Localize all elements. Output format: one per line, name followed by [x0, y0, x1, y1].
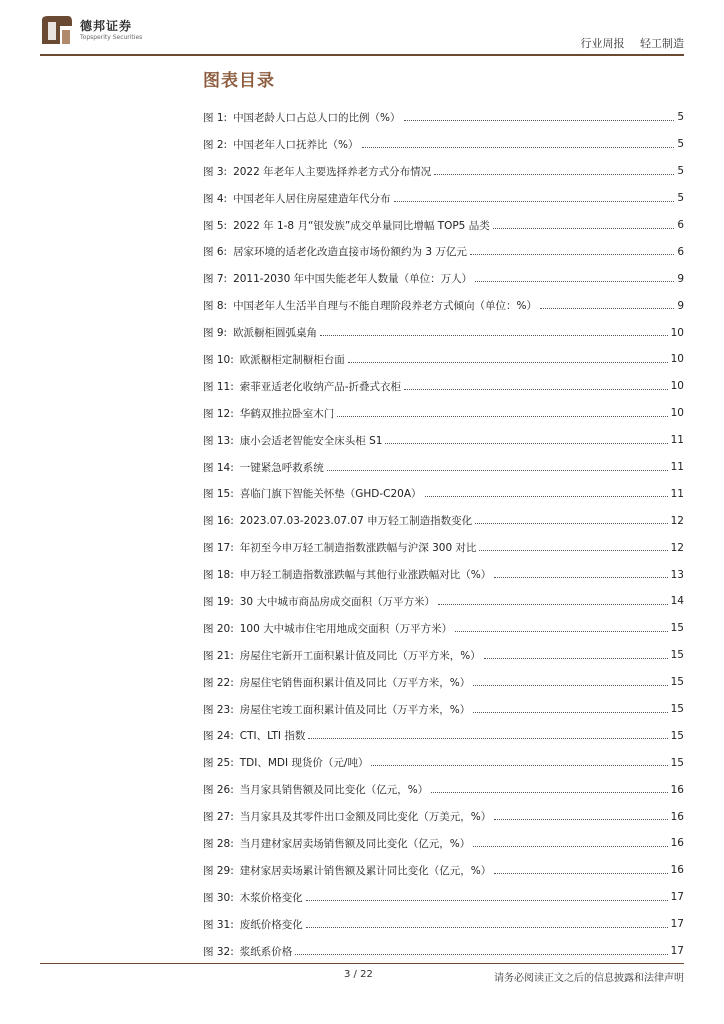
toc-entry[interactable] [203, 427, 684, 454]
toc-entry[interactable] [203, 696, 684, 723]
toc-entry-label: 图 30: [203, 891, 234, 904]
toc-entry-page: 11 [670, 487, 684, 500]
footer-divider [40, 963, 684, 964]
toc-entry-page: 10 [670, 326, 684, 339]
toc-leader-dots [434, 174, 674, 175]
toc-entry-page: 16 [670, 837, 684, 850]
toc-entry-label: 图 26: [203, 784, 234, 797]
toc-entry-label: 图 18: [203, 569, 234, 582]
toc-entry-title: 当月家具及其零件出口金额及同比变化（万美元，%） [239, 811, 492, 824]
toc-entry-label: 图 3: [203, 165, 228, 178]
toc-entry-page: 15 [670, 649, 684, 662]
toc-entry[interactable] [203, 185, 684, 212]
toc-entry-page: 11 [670, 461, 684, 474]
toc-entry-title: 中国老年人居住房屋建造年代分布 [233, 192, 391, 205]
toc-entry-title: 喜临门旗下智能关怀垫（GHD-C20A） [239, 488, 422, 501]
toc-entry-label: 图 28: [203, 837, 234, 850]
toc-entry-title: 房屋住宅竣工面积累计值及同比（万平方米，%） [239, 703, 471, 716]
sector-name: 轻工制造 [640, 37, 684, 50]
toc-entry-title: TDI、MDI 现货价（元/吨） [239, 757, 369, 770]
toc-leader-dots [404, 120, 675, 121]
toc-entry-title: 索菲亚适老化收纳产品-折叠式衣柜 [239, 380, 402, 393]
header-divider [40, 54, 684, 56]
toc-entry-label: 图 15: [203, 488, 234, 501]
toc-entry[interactable] [203, 292, 684, 319]
brand-logo [40, 14, 160, 48]
page-indicator: 3 / 22 [344, 969, 373, 980]
brand-logo-icon [40, 14, 74, 48]
toc-entry-label: 图 32: [203, 945, 234, 958]
toc-entry-page: 6 [677, 245, 684, 258]
toc-leader-dots [431, 792, 667, 793]
toc-entry[interactable] [203, 615, 684, 642]
header-tags [581, 35, 685, 51]
toc-entry[interactable] [203, 212, 684, 239]
toc-leader-dots [295, 954, 667, 955]
brand-name-cn: 德邦证券 [80, 19, 133, 33]
toc-entry-page: 15 [670, 703, 684, 716]
toc-entry-page: 12 [670, 514, 684, 527]
toc-leader-dots [493, 228, 675, 229]
toc-entry-title: 房屋住宅销售面积累计值及同比（万平方米，%） [239, 676, 471, 689]
toc-entry-label: 图 8: [203, 300, 228, 313]
toc-entry-label: 图 7: [203, 273, 228, 286]
toc-entry-page: 11 [670, 434, 684, 447]
toc-entry-label: 图 19: [203, 595, 234, 608]
toc-entry-title: 2022 年老年人主要选择养老方式分布情况 [233, 165, 432, 178]
toc-entry-page: 16 [670, 783, 684, 796]
toc-leader-dots [438, 604, 668, 605]
toc-leader-dots [473, 685, 667, 686]
toc-leader-dots [455, 631, 667, 632]
toc-leader-dots [308, 738, 667, 739]
toc-entry-page: 6 [677, 219, 684, 231]
toc-entry-page: 15 [670, 729, 684, 742]
toc-leader-dots [306, 927, 668, 928]
toc-leader-dots [362, 147, 675, 148]
toc-leader-dots [306, 900, 668, 901]
toc-leader-dots [475, 523, 668, 524]
toc-entry-title: 木浆价格变化 [239, 891, 303, 904]
toc-entry[interactable] [203, 722, 684, 749]
toc-entry-page: 14 [670, 595, 684, 608]
toc-entry[interactable] [203, 319, 684, 346]
brand-name-en: Topsperity Securities [80, 34, 143, 41]
toc-entry-title: 中国老年人生活半自理与不能自理阶段养老方式倾向（单位：%） [233, 300, 538, 313]
toc-entry[interactable] [203, 534, 684, 561]
toc-entry-page: 15 [670, 676, 684, 689]
toc-entry[interactable] [203, 373, 684, 400]
toc-entry[interactable] [203, 454, 684, 481]
toc-entry-title: 欧派橱柜定制橱柜台面 [239, 353, 345, 366]
toc-entry[interactable] [203, 480, 684, 507]
toc-leader-dots [394, 201, 675, 202]
toc-entry-title: 100 大中城市住宅用地成交面积（万平方米） [239, 622, 453, 635]
toc-entry-label: 图 2: [203, 138, 228, 151]
toc-leader-dots [425, 496, 668, 497]
toc-list [203, 104, 684, 965]
toc-entry-label: 图 20: [203, 622, 234, 635]
toc-entry-title: 华鹤双推拉卧室木门 [239, 407, 335, 420]
toc-entry[interactable] [203, 158, 684, 185]
toc-entry[interactable] [203, 238, 684, 265]
toc-entry[interactable] [203, 830, 684, 857]
toc-entry-title: CTI、LTI 指数 [239, 730, 306, 743]
toc-entry-label: 图 25: [203, 757, 234, 770]
toc-entry-page: 16 [670, 810, 684, 823]
toc-entry[interactable] [203, 803, 684, 830]
toc-leader-dots [348, 362, 668, 363]
toc-leader-dots [484, 658, 668, 659]
toc-entry-page: 5 [677, 192, 684, 205]
toc-entry-title: 建材家居卖场累计销售额及累计同比变化（亿元，%） [239, 864, 492, 877]
toc-entry[interactable] [203, 884, 684, 911]
toc-entry-title: 2011-2030 年中国失能老年人数量（单位：万人） [233, 273, 473, 286]
toc-entry-label: 图 14: [203, 461, 234, 474]
toc-entry-label: 图 21: [203, 649, 234, 662]
toc-leader-dots [494, 873, 667, 874]
toc-entry-page: 17 [670, 945, 684, 958]
toc-entry[interactable] [203, 669, 684, 696]
toc-entry-label: 图 27: [203, 811, 234, 824]
toc-leader-dots [494, 819, 667, 820]
toc-leader-dots [473, 846, 667, 847]
toc-entry-title: 申万轻工制造指数涨跌幅与其他行业涨跌幅对比（%） [239, 569, 492, 582]
toc-entry-page: 5 [677, 138, 684, 151]
toc-entry-label: 图 16: [203, 515, 234, 528]
toc-entry-title: 浆纸系价格 [239, 945, 293, 958]
toc-entry[interactable] [203, 265, 684, 292]
toc-entry[interactable] [203, 104, 684, 131]
toc-entry[interactable] [203, 642, 684, 669]
toc-entry-label: 图 6: [203, 246, 228, 259]
toc-entry-label: 图 1: [203, 111, 228, 124]
toc-entry[interactable] [203, 776, 684, 803]
toc-leader-dots [320, 335, 668, 336]
toc-leader-dots [473, 712, 667, 713]
toc-entry-title: 2023.07.03-2023.07.07 申万轻工制造指数变化 [239, 515, 473, 528]
toc-entry-title: 中国老年人口抚养比（%） [233, 138, 359, 151]
toc-entry-page: 15 [670, 622, 684, 635]
toc-title: 图表目录 [203, 71, 275, 91]
toc-entry[interactable] [203, 911, 684, 938]
toc-entry-page: 15 [670, 756, 684, 769]
toc-entry[interactable] [203, 346, 684, 373]
toc-entry-title: 一键紧急呼救系统 [239, 461, 324, 474]
toc-entry-page: 10 [670, 407, 684, 420]
toc-entry-page: 5 [677, 165, 684, 178]
toc-leader-dots [475, 281, 674, 282]
toc-entry-label: 图 31: [203, 918, 234, 931]
toc-entry-page: 10 [670, 353, 684, 366]
toc-entry-title: 康小会适老智能安全床头柜 S1 [239, 434, 383, 447]
toc-entry-title: 当月建材家居卖场销售额及同比变化（亿元，%） [239, 837, 471, 850]
toc-entry-title: 中国老龄人口占总人口的比例（%） [233, 111, 401, 124]
toc-entry-label: 图 22: [203, 676, 234, 689]
toc-entry-page: 13 [670, 568, 684, 581]
toc-entry-page: 5 [677, 111, 684, 124]
toc-entry-label: 图 12: [203, 407, 234, 420]
toc-entry[interactable] [203, 507, 684, 534]
toc-leader-dots [470, 254, 674, 255]
footer-disclaimer: 请务必阅读正文之后的信息披露和法律声明 [494, 973, 684, 984]
toc-entry-title: 2022 年 1-8 月“银发族”成交单量同比增幅 TOP5 品类 [233, 219, 490, 232]
toc-entry-label: 图 10: [203, 353, 234, 366]
toc-entry-title: 当月家具销售额及同比变化（亿元，%） [239, 784, 429, 797]
toc-entry-label: 图 17: [203, 542, 234, 555]
toc-leader-dots [385, 443, 667, 444]
toc-entry-title: 废纸价格变化 [239, 918, 303, 931]
toc-leader-dots [327, 470, 668, 471]
toc-entry-page: 9 [677, 299, 684, 312]
toc-leader-dots [479, 550, 667, 551]
toc-entry-label: 图 13: [203, 434, 234, 447]
toc-entry[interactable] [203, 588, 684, 615]
toc-entry[interactable] [203, 938, 684, 965]
toc-leader-dots [540, 308, 674, 309]
toc-entry-label: 图 24: [203, 730, 234, 743]
toc-leader-dots [337, 416, 667, 417]
toc-leader-dots [404, 389, 668, 390]
toc-leader-dots [494, 577, 667, 578]
toc-entry-title: 年初至今申万轻工制造指数涨跌幅与沪深 300 对比 [239, 542, 477, 555]
toc-entry-label: 图 23: [203, 703, 234, 716]
toc-entry-label: 图 5: [203, 219, 228, 232]
toc-entry-page: 9 [677, 272, 684, 285]
toc-entry-page: 17 [670, 918, 684, 931]
toc-entry-page: 17 [670, 891, 684, 904]
toc-entry-page: 12 [670, 541, 684, 554]
toc-entry[interactable] [203, 561, 684, 588]
toc-entry-label: 图 29: [203, 864, 234, 877]
toc-entry[interactable] [203, 131, 684, 158]
toc-entry-label: 图 11: [203, 380, 234, 393]
toc-entry-title: 30 大中城市商品房成交面积（万平方米） [239, 595, 435, 608]
report-type: 行业周报 [580, 37, 625, 50]
toc-leader-dots [371, 765, 667, 766]
toc-entry-title: 欧派橱柜圆弧桌角 [233, 327, 318, 340]
toc-entry[interactable] [203, 749, 684, 776]
toc-entry[interactable] [203, 400, 684, 427]
page-header [0, 0, 724, 56]
toc-entry-label: 图 4: [203, 192, 228, 205]
toc-entry-title: 房屋住宅新开工面积累计值及同比（万平方米，%） [239, 649, 481, 662]
toc-entry-page: 10 [670, 380, 684, 393]
toc-entry-page: 16 [670, 864, 684, 877]
toc-entry-title: 居家环境的适老化改造直接市场份额约为 3 万亿元 [233, 246, 467, 259]
toc-entry[interactable] [203, 857, 684, 884]
toc-entry-label: 图 9: [203, 327, 228, 340]
